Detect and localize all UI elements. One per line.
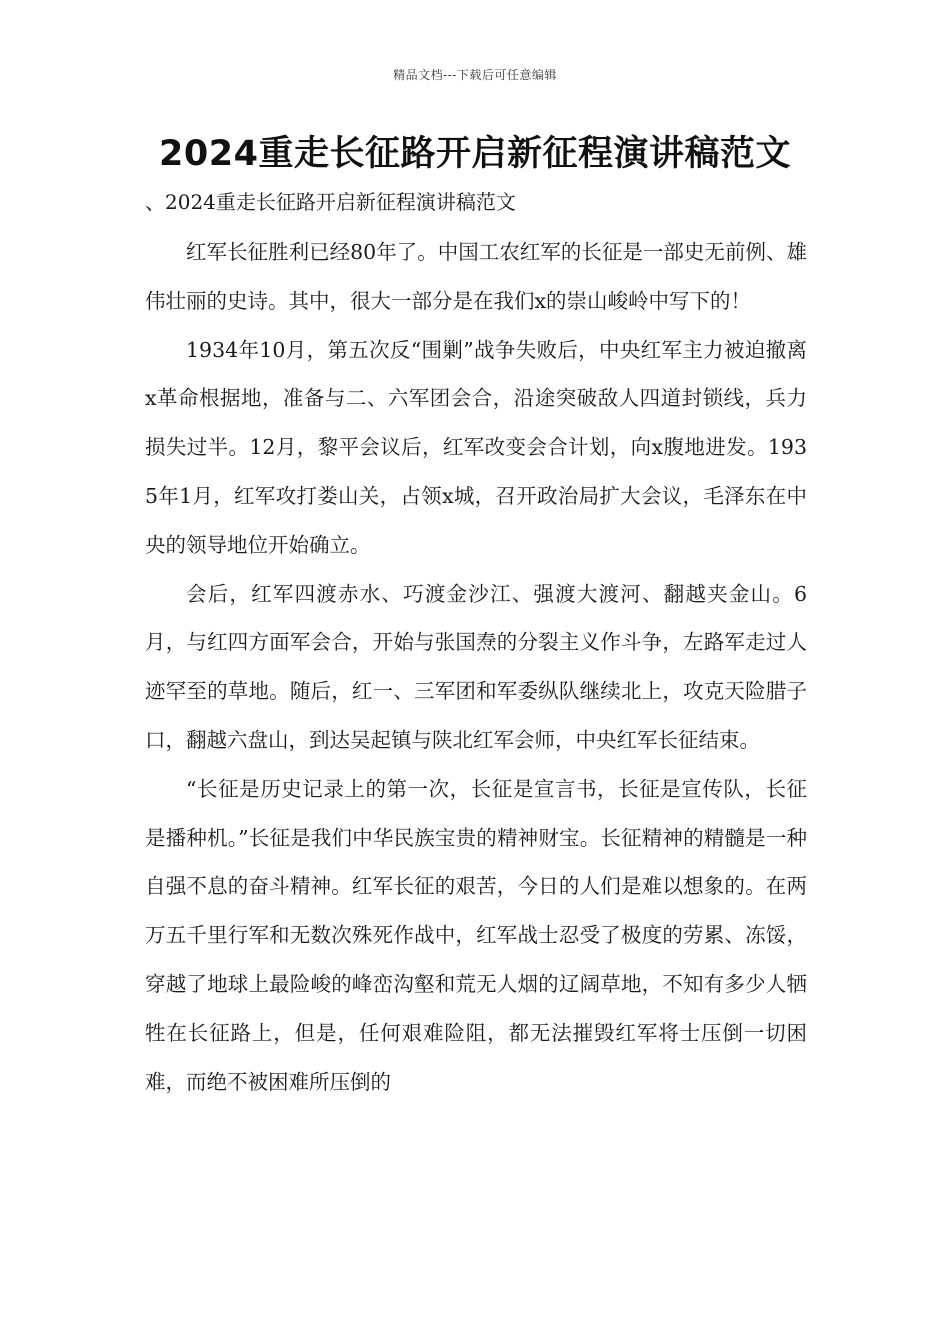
document-subtitle: 、2024重走长征路开启新征程演讲稿范文 [145, 190, 516, 214]
document-title: 2024重走长征路开启新征程演讲稿范文 [159, 134, 791, 174]
paragraph-4: “长征是历史记录上的第一次，长征是宣言书，长征是宣传队，长征是播种机。”长征是我们中华民族宝贵的精神财宝。长征精神的精髓是一种自强不息的奋斗精神。红军长征的艰苦，今日的人们是难以想象的。在两万五千里行军和无数次殊死作战中，红军战士忍受了极度的劳累、冻馁，穿越了地球上最险峻的峰峦沟壑和荒无人烟的辽阔草地，不知有多少人牺牲在长征路上，但是，任何艰难险阻，都无法摧毁红军将士压倒一切困难，而绝不被困难所压倒的 [145, 776, 807, 1094]
paragraph-1: 红军长征胜利已经80年了。中国工农红军的长征是一部史无前例、雄伟壮丽的史诗。其中，很大一部分是在我们x的崇山峻岭中写下的！ [145, 240, 807, 313]
paragraph-3: 会后，红军四渡赤水、巧渡金沙江、强渡大渡河、翻越夹金山。6月，与红四方面军会合，开始与张国焘的分裂主义作斗争，左路军走过人迹罕至的草地。随后，红一、三军团和军委纵队继续北上，攻克天险腊子口，翻越六盘山，到达吴起镇与陕北红军会师，中央红军长征结束。 [145, 581, 807, 752]
header-note: 精品文档---下载后可任意编辑 [393, 68, 557, 82]
document-body [145, 228, 807, 1106]
paragraph-2: 1934年10月，第五次反“围剿”战争失败后，中央红军主力被迫撤离x革命根据地，准备与二、六军团会合，沿途突破敌人四道封锁线，兵力损失过半。12月，黎平会议后，红军改变会合计划，向x腹地进发。1935年1月，红军攻打娄山关，占领x城，召开政治局扩大会议，毛泽东在中央的领导地位开始确立。 [145, 337, 807, 557]
